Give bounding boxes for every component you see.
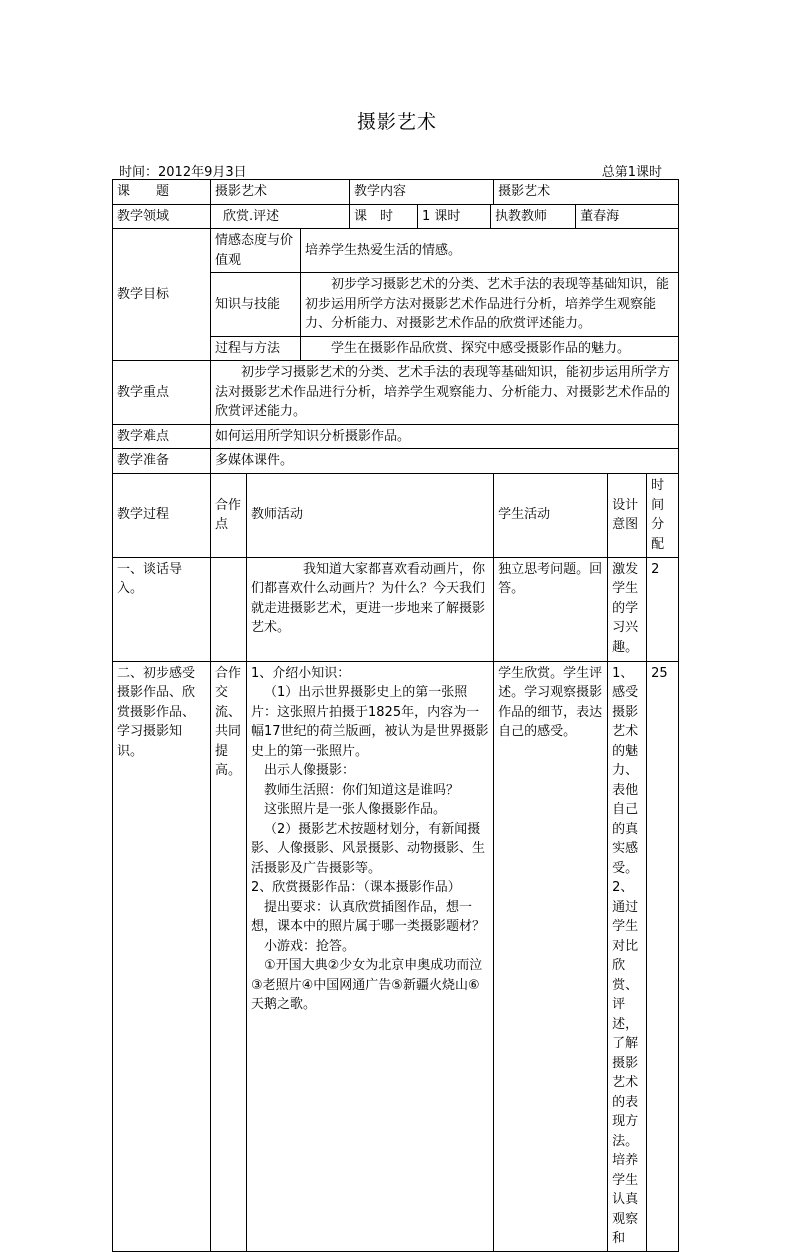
- lesson-total-hours: 总第1课时: [601, 165, 662, 180]
- step2-teacher: [247, 661, 494, 1251]
- step1-cooperate: [211, 557, 247, 661]
- teacher-line: 1、介绍小知识：: [251, 665, 351, 681]
- step1-teacher: 我知道大家都喜欢看动画片，你们都喜欢什么动画片？为什么？今天我们就走进摄影艺术，更进一步地来了解摄影艺术。: [247, 557, 494, 661]
- prep-label: 教学准备: [113, 449, 211, 474]
- header-time: 时间分配: [647, 473, 679, 557]
- teacher-label: 执教教师: [491, 204, 576, 229]
- header-process: 教学过程: [113, 473, 211, 557]
- lesson-plan-table: [112, 179, 679, 1252]
- content-value: 摄影艺术: [494, 180, 679, 205]
- step1-name: 一、谈话导入。: [113, 557, 211, 661]
- step2-name: 二、初步感受摄影作品、欣赏摄影作品、学习摄影知识。: [113, 661, 211, 1251]
- teacher-line: （1）出示世界摄影史上的第一张照片：这张照片拍摄于1825年，内容为一幅17世纪的荷兰版画，被认为是世界摄影史上的第一张照片。: [251, 685, 489, 759]
- content-label: 教学内容: [350, 180, 494, 205]
- row-step-1: [113, 557, 679, 661]
- field-label: 教学领域: [113, 204, 211, 229]
- teacher-line: 这张照片是一张人像摄影作品。: [264, 802, 447, 817]
- row-topic: [113, 180, 679, 205]
- row-step-2: [113, 661, 679, 1251]
- teacher-line: 2、欣赏摄影作品：（课本摄影作品）: [251, 880, 461, 895]
- difficulty-text: 如何运用所学知识分析摄影作品。: [211, 424, 679, 449]
- step2-cooperate: 合作交流、共同提高。: [211, 661, 247, 1251]
- header-student: 学生活动: [494, 473, 608, 557]
- teacher-line: 出示人像摄影：: [264, 763, 356, 778]
- step1-design: 激发学生的学习兴趣。: [608, 557, 647, 661]
- teacher-value: 董春海: [576, 204, 679, 229]
- teacher-line: 教师生活照：你们知道这是谁吗？: [264, 782, 460, 798]
- page-title: 摄影艺术: [356, 111, 437, 133]
- header-teacher: 教师活动: [247, 473, 494, 557]
- goal-emotion-text: 培养学生热爱生活的情感。: [301, 229, 679, 273]
- field-value: 欣赏.评述: [211, 204, 350, 229]
- topic-label: 课 题: [113, 180, 211, 205]
- teacher-line: （2）摄影艺术按题材划分，有新闻摄影、人像摄影、风景摄影、动物摄影、生活摄影及广告摄影等。: [251, 821, 486, 876]
- row-key: [113, 361, 679, 425]
- step1-student: 独立思考问题。回答。: [494, 557, 608, 661]
- header-cooperate: 合作点: [211, 473, 247, 557]
- row-process-header: [113, 473, 679, 557]
- goals-label: 教学目标: [113, 229, 211, 361]
- lesson-meta: [112, 161, 676, 179]
- teacher-line: ①开国大典②少女为北京申奥成功而泣③老照片④中国网通广告⑤新疆火烧山⑥天鹅之歌。: [251, 958, 483, 1012]
- goal-knowledge-label: 知识与技能: [211, 273, 301, 337]
- header-design: 设计意图: [608, 473, 647, 557]
- difficulty-label: 教学难点: [113, 424, 211, 449]
- teacher-line: 提出要求：认真欣赏插图作品，想一想，课本中的照片属于哪一类摄影题材？: [251, 899, 486, 934]
- row-field: [113, 204, 679, 229]
- teacher-line: 小游戏：抢答。: [264, 938, 356, 954]
- lesson-date: 时间：2012年9月3日: [119, 165, 247, 180]
- hours-label: 课 时: [350, 204, 418, 229]
- goal-process-text: 学生在摄影作品欣赏、探究中感受摄影作品的魅力。: [301, 336, 679, 361]
- goal-knowledge-text: 初步学习摄影艺术的分类、艺术手法的表现等基础知识，能初步运用所学方法对摄影艺术作品进行分析，培养学生观察能力、分析能力、对摄影艺术作品的欣赏评述能力。: [301, 273, 679, 337]
- goal-process-label: 过程与方法: [211, 336, 301, 361]
- key-label: 教学重点: [113, 361, 211, 425]
- prep-text: 多媒体课件。: [211, 449, 679, 474]
- key-text: 初步学习摄影艺术的分类、艺术手法的表现等基础知识，能初步运用所学方法对摄影艺术作品进行分析，培养学生观察能力、分析能力、对摄影艺术作品的欣赏评述能力。: [211, 361, 679, 425]
- hours-value: 1 课时: [418, 204, 491, 229]
- goal-emotion-label: 情感态度与价值观: [211, 229, 301, 273]
- row-difficulty: [113, 424, 679, 449]
- step2-time: 25: [647, 661, 679, 1251]
- step1-time: 2: [647, 557, 679, 661]
- row-goal-emotion: [113, 229, 679, 273]
- step2-design: 1、感受摄影艺术的魅力、表他自己的真实感受。2、通过学生对比欣赏、评述，了解摄影艺术的表现方法。培养学生认真观察和: [608, 661, 647, 1251]
- topic-value: 摄影艺术: [211, 180, 350, 205]
- step2-student: 学生欣赏。学生评述。学习观察摄影作品的细节，表达自己的感受。: [494, 661, 608, 1251]
- row-prep: [113, 449, 679, 474]
